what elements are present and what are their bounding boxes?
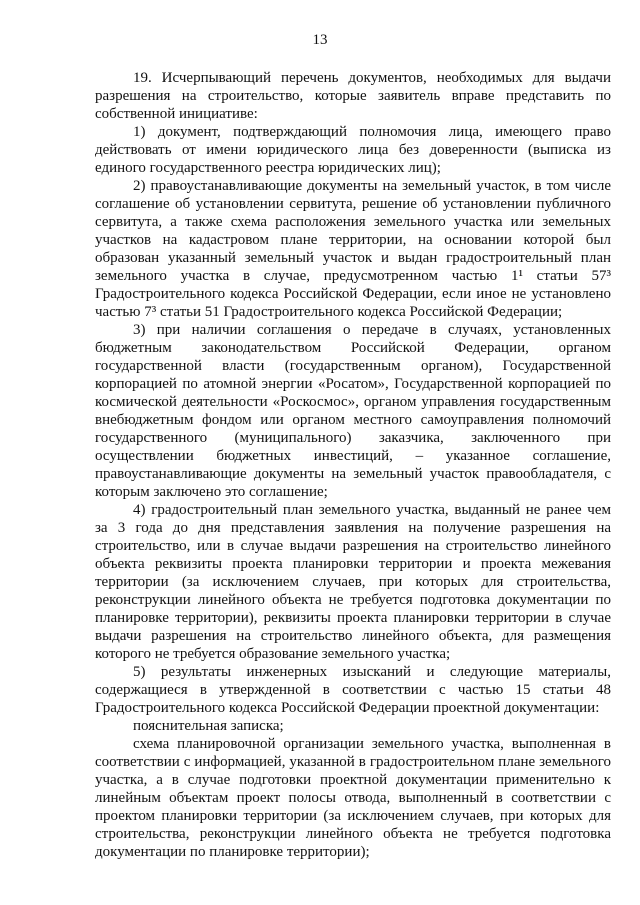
paragraph-subitem-2: 2) правоустанавливающие документы на земельный участок, в том числе соглашение об установлении сервитута, решение об установлении публичного сервитута, а также схема расположения земельного участка или земельных участков на кадастровом плане территории, на основании которой был образован указанный земельный участок и выдан градостроительный план земельного участка в случае, предусмотренном частью 1¹ статьи 57³ Градостроительного кодекса Российской Федерации, если иное не установлено частью 7³ статьи 51 Градостроительного кодекса Российской Федерации; [95, 178, 611, 320]
paragraph-site-plan-scheme: схема планировочной организации земельного участка, выполненная в соответствии с информацией, указанной в градостроительном плане земельного участка, а в случае подготовки проектной документации применительно к линейным объектам проект полосы отвода, выполненный в соответствии с проектом планировки территории (за исключением случаев, при которых для строительства, реконструкции линейного объекта не требуется подготовка документации по планировке территории); [95, 736, 611, 860]
document-body [95, 69, 611, 861]
paragraph-explanatory-note: пояснительная записка; [133, 718, 284, 734]
page-number: 13 [312, 32, 328, 48]
paragraph-subitem-3: 3) при наличии соглашения о передаче в случаях, установленных бюджетным законодательством Российской Федерации, органом государственной власти (государственным органом), Государственной корпорацией по атомной энергии «Росатом», Государственной корпорацией по космической деятельности «Роскосмос», органом управления государственным внебюджетным фондом или органом местного самоуправления полномочий государственного (муниципального) заказчика, заключенного при осуществлении бюджетных инвестиций, – указанное соглашение, правоустанавливающие документы на земельный участок правообладателя, с которым заключено это соглашение; [95, 322, 611, 500]
paragraph-subitem-5: 5) результаты инженерных изысканий и следующие материалы, содержащиеся в утвержденной в соответствии с частью 15 статьи 48 Градостроительного кодекса Российской Федерации проектной документации: [95, 664, 611, 716]
paragraph-item-19-heading: 19. Исчерпывающий перечень документов, необходимых для выдачи разрешения на строительство, которые заявитель вправе представить по собственной инициативе: [95, 70, 611, 122]
paragraph-subitem-4: 4) градостроительный план земельного участка, выданный не ранее чем за 3 года до дня представления заявления на получение разрешения на строительство, или в случае выдачи разрешения на строительство линейного объекта реквизиты проекта планировки территории и проекта межевания территории (за исключением случаев, при которых для строительства, реконструкции линейного объекта не требуется подготовка документации по планировке территории), реквизиты проекта планировки территории в случае выдачи разрешения на строительство линейного объекта, для размещения которого не требуется образование земельного участка; [95, 502, 611, 662]
paragraph-subitem-1: 1) документ, подтверждающий полномочия лица, имеющего право действовать от имени юридического лица без доверенности (выписка из единого государственного реестра юридических лиц); [95, 124, 611, 176]
